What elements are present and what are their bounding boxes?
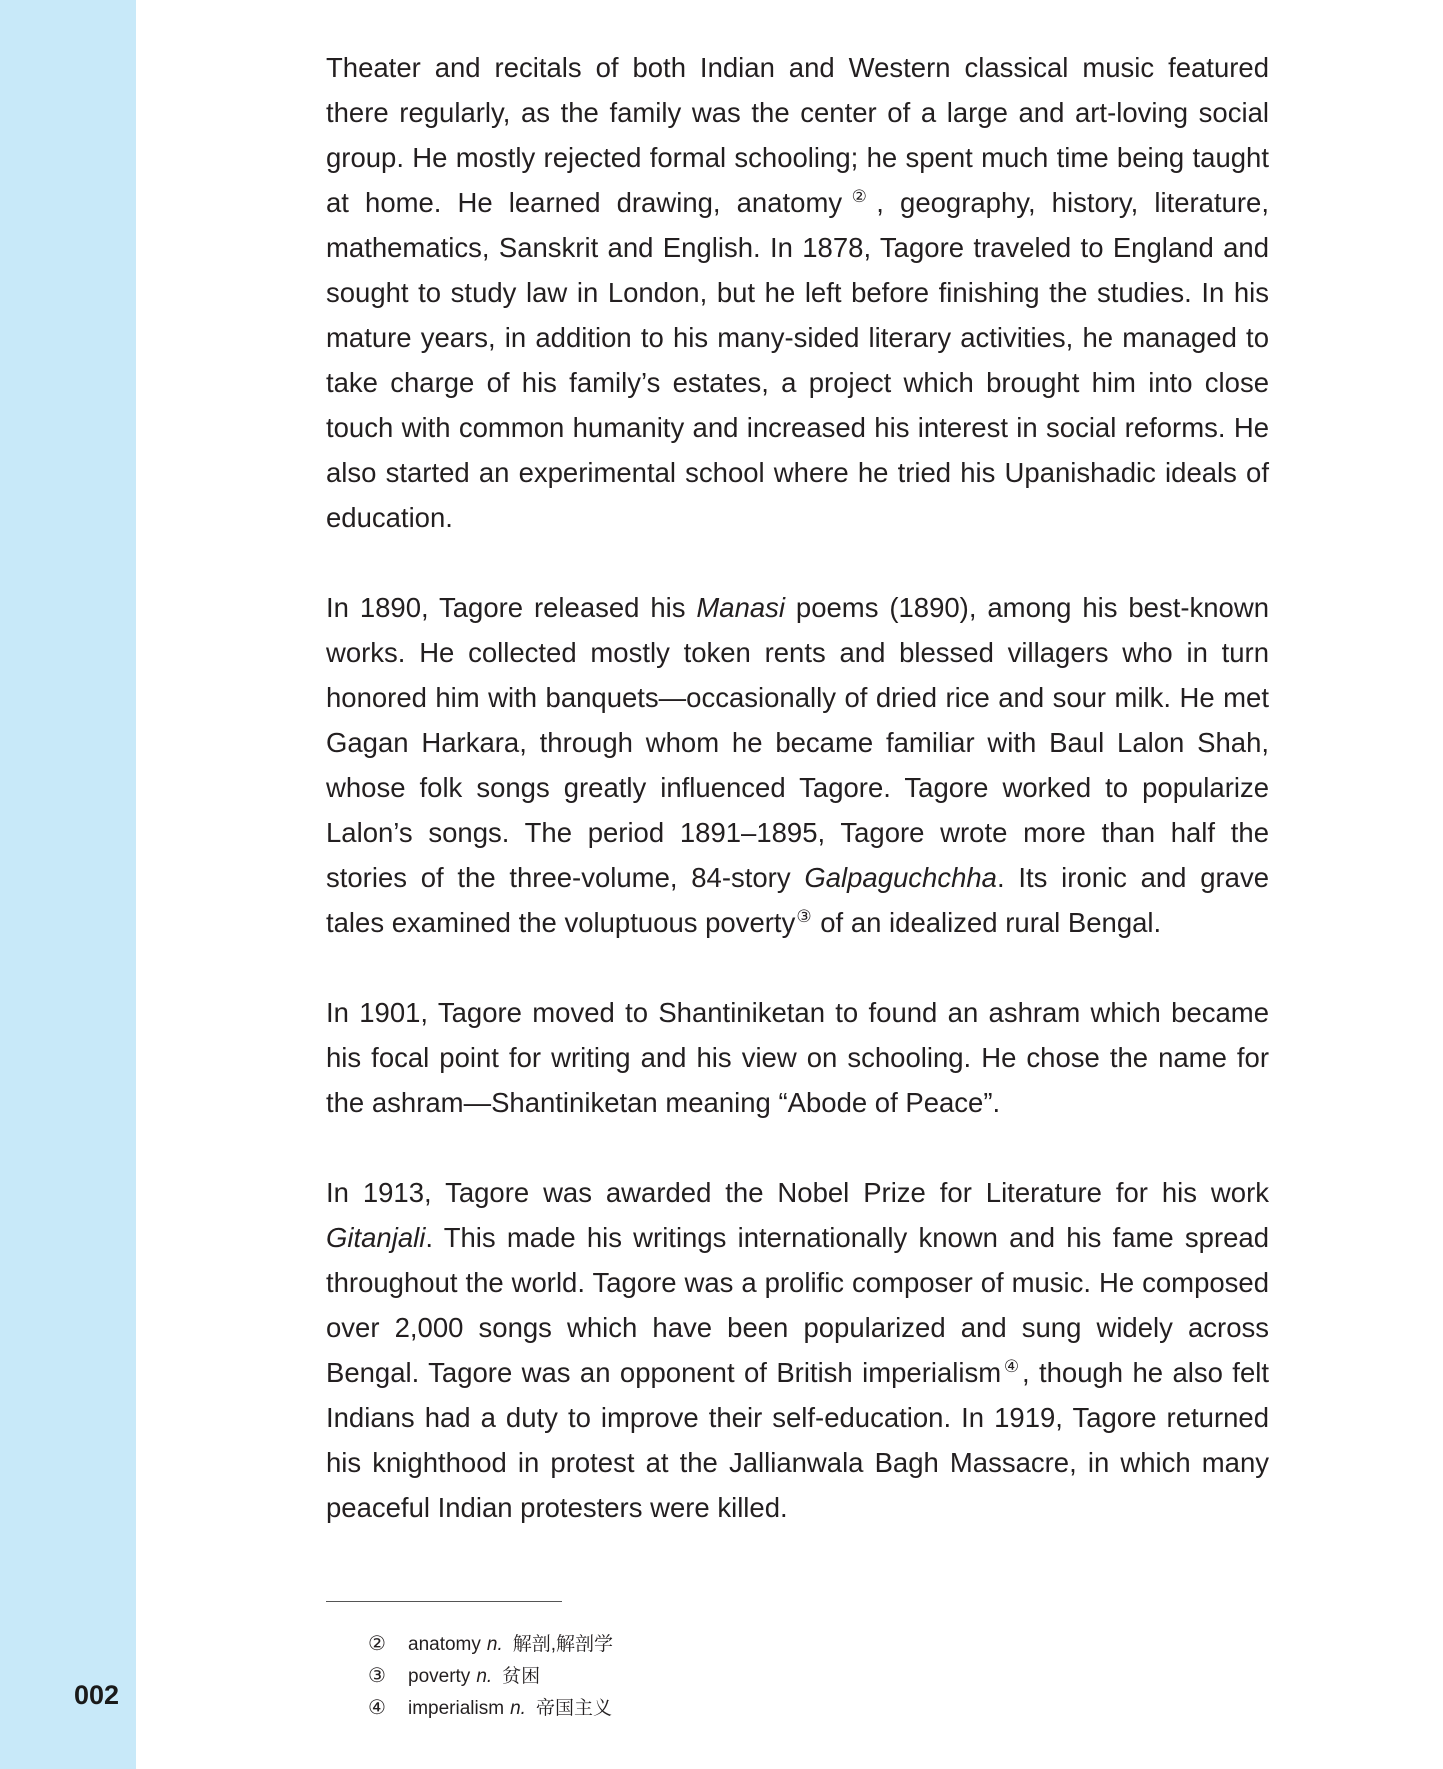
text-run: Theater and recitals of both Indian and Western classical music featured there regularly, as the family was the center of a large and art-loving social group. He mostly rejected formal schooling; he spent much time being taught at home. He learned drawing, anatomy [326,52,1269,218]
footnote-term: anatomy [408,1634,481,1655]
text-run: In 1890, Tagore released his [326,592,697,623]
footnote-marker: ② [368,1633,386,1655]
paragraph-3 [326,990,1269,1125]
italic-title: Gitanjali [326,1222,426,1253]
italic-title: Galpaguchchha [804,862,997,893]
footnote-gloss: 贫困 [502,1666,541,1687]
footnote-gloss: 帝国主义 [535,1698,612,1719]
text-run: In 1913, Tagore was awarded the Nobel Prize for Literature for his work [326,1177,1269,1208]
footnote-item [368,1660,613,1692]
footnote-reference: ② [843,186,876,206]
text-run: of an idealized rural Bengal. [812,907,1162,938]
footnote-reference: ③ [796,906,812,926]
footnote-marker: ④ [368,1697,386,1719]
paragraph-1 [326,45,1269,540]
footnote-term: poverty [408,1666,471,1687]
footnote-part-of-speech: n. [510,1698,526,1719]
footnote-item [368,1628,613,1660]
footnote-gloss: 解剖,解剖学 [512,1634,614,1655]
paragraph-2 [326,585,1269,945]
text-run: , geography, history, literature, mathematics, Sanskrit and English. In 1878, Tagore traveled to England and sought to study law in London, but he left before finishing the studies. In his mature years, in addition to his many-sided literary activities, he managed to take charge of his family’s estates, a project which brought him into close touch with common humanity and increased his interest in social reforms. He also started an experimental school where he tried his Upanishadic ideals of education. [326,187,1269,533]
side-color-band [0,0,136,1769]
footnote-part-of-speech: n. [486,1634,503,1655]
body-text [326,45,1269,1575]
footnotes [368,1628,613,1724]
text-run: . Its ironic and grave tales examined the voluptuous poverty [326,862,1269,938]
text-run: In 1901, Tagore moved to Shantiniketan to found an ashram which became his focal point for writing and his view on schooling. He chose the name for the ashram—Shantiniketan meaning “Abode of Peace”. [326,997,1269,1118]
paragraph-4 [326,1170,1269,1530]
text-run: poems (1890), among his best-known works. He collected mostly token rents and blessed villagers who in turn honored him with banquets—occasionally of dried rice and sour milk. He met Gagan Harkara, through whom he became familiar with Baul Lalon Shah, whose folk songs greatly influenced Tagore. Tagore worked to popularize Lalon’s songs. The period 1891–1895, Tagore wrote more than half the stories of the three-volume, 84-story [326,592,1269,893]
footnote-part-of-speech: n. [476,1666,493,1687]
footnote-divider [326,1601,562,1602]
footnote-reference: ④ [1002,1356,1021,1376]
footnote-item [368,1692,613,1724]
italic-title: Manasi [696,592,786,623]
page-number: 002 [74,1680,120,1710]
footnote-marker: ③ [368,1665,386,1687]
text-run: , though he also felt Indians had a duty to improve their self-education. In 1919, Tagore returned his knighthood in protest at the Jallianwala Bagh Massacre, in which many peaceful Indian protesters were killed. [326,1357,1269,1523]
text-run: . This made his writings internationally known and his fame spread throughout the world. Tagore was a prolific composer of music. He composed over 2,000 songs which have been popularized and sung widely across Bengal. Tagore was an opponent of British imperialism [326,1222,1269,1388]
footnote-term: imperialism [408,1698,505,1719]
